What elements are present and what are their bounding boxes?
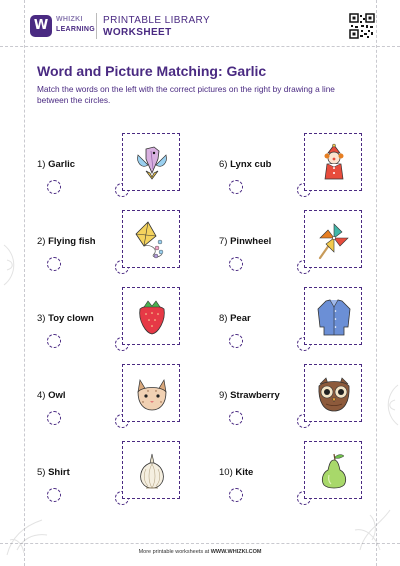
picture-box-4 xyxy=(122,364,180,422)
word-circle-10[interactable] xyxy=(229,488,243,502)
word-item-9: 9) Strawberry xyxy=(219,390,280,401)
crop-guide-right xyxy=(376,0,377,566)
word-circle-6[interactable] xyxy=(229,180,243,194)
whizki-logo: W xyxy=(30,15,52,37)
picture-box-9 xyxy=(304,364,362,422)
picture-box-2 xyxy=(122,210,180,268)
brand-name: WHIZKI LEARNING xyxy=(56,16,95,33)
worksheet-title: Word and Picture Matching: Garlic xyxy=(37,63,267,79)
strawberry-icon xyxy=(132,297,172,337)
word-item-5: 5) Shirt xyxy=(37,467,70,478)
word-circle-5[interactable] xyxy=(47,488,61,502)
word-circle-2[interactable] xyxy=(47,257,61,271)
word-item-4: 4) Owl xyxy=(37,390,66,401)
picture-box-8 xyxy=(304,287,362,345)
picture-box-6 xyxy=(304,133,362,191)
crop-guide-bottom xyxy=(0,543,400,544)
word-circle-3[interactable] xyxy=(47,334,61,348)
word-item-10: 10) Kite xyxy=(219,467,254,478)
pear-icon xyxy=(314,451,354,491)
picture-box-7 xyxy=(304,210,362,268)
footer-text: More printable worksheets at WWW.WHIZKI.COM xyxy=(138,549,262,555)
word-item-8: 8) Pear xyxy=(219,313,251,324)
word-circle-1[interactable] xyxy=(47,180,61,194)
shirt-icon xyxy=(314,297,354,337)
footer-site-link[interactable]: WWW.WHIZKI.COM xyxy=(210,549,262,555)
picture-box-10 xyxy=(304,441,362,499)
kite-icon xyxy=(132,220,172,260)
decorative-sketch-icon xyxy=(2,240,24,290)
word-circle-9[interactable] xyxy=(229,411,243,425)
word-circle-4[interactable] xyxy=(47,411,61,425)
decorative-sketch-icon xyxy=(350,500,395,555)
qr-code-icon xyxy=(349,13,375,39)
pinwheel-icon xyxy=(314,220,354,260)
library-label: PRINTABLE LIBRARY WORKSHEET xyxy=(103,15,211,38)
word-item-1: 1) Garlic xyxy=(37,159,76,170)
word-circle-8[interactable] xyxy=(229,334,243,348)
owl-icon xyxy=(314,374,354,414)
crop-guide-top xyxy=(0,46,400,47)
lynx-icon xyxy=(132,374,172,414)
crop-guide-left xyxy=(24,0,25,566)
garlic-icon xyxy=(132,451,172,491)
fish-icon xyxy=(132,143,172,183)
word-item-2: 2) Flying fish xyxy=(37,236,96,247)
word-item-6: 6) Lynx cub xyxy=(219,159,272,170)
word-circle-7[interactable] xyxy=(229,257,243,271)
header-divider xyxy=(96,13,97,39)
picture-box-3 xyxy=(122,287,180,345)
decorative-sketch-icon xyxy=(378,380,400,430)
picture-box-1 xyxy=(122,133,180,191)
worksheet-instructions: Match the words on the left with the correct pictures on the right by drawing a line between the circles. xyxy=(37,84,335,105)
word-item-7: 7) Pinwheel xyxy=(219,236,272,247)
clown-icon xyxy=(314,143,354,183)
word-item-3: 3) Toy clown xyxy=(37,313,94,324)
picture-box-5 xyxy=(122,441,180,499)
